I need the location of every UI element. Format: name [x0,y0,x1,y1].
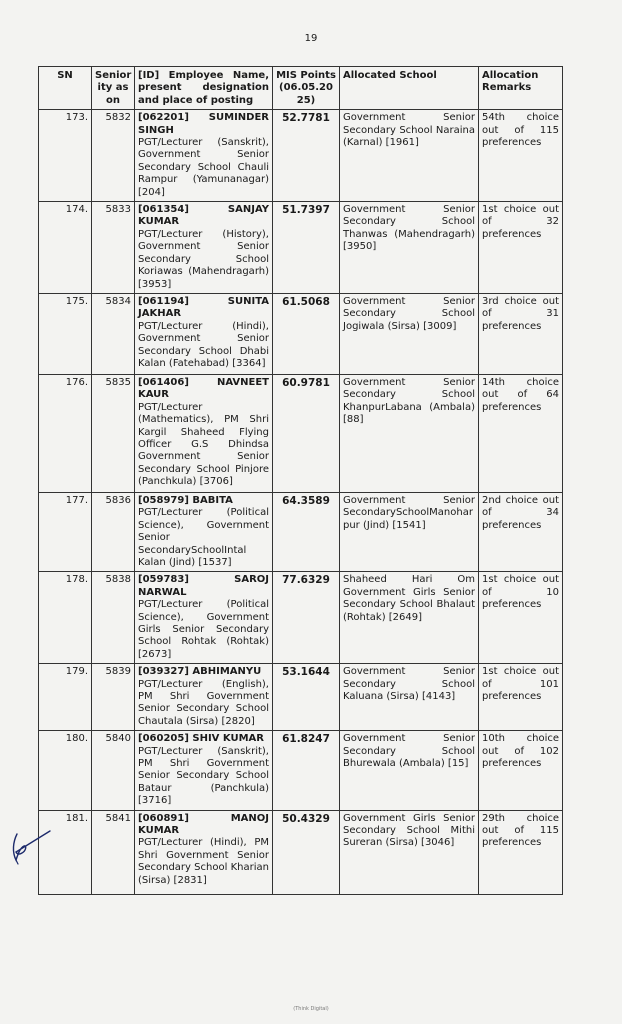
employee-name-cont: KAUR [138,389,170,401]
header-sn: SN [39,67,92,110]
cell-allocated-school: Government Senior Secondary School Bhurewala (Ambala) [15] [340,731,479,810]
cell-allocation-remarks: 2nd choice out of 34 preferences [479,492,563,571]
table-body [39,110,563,894]
employee-posting: PGT/Lecturer (History), Government Senior Secondary School Koriawas (Mahendragarh) [3953] [138,228,269,290]
cell-sn: 174. [39,202,92,294]
employee-posting: PGT/Lecturer (Hindi), Government Senior Secondary School Dhabi Kalan (Fatehabad) [3364] [138,320,269,369]
table-row [39,110,563,202]
table-row [39,492,563,571]
table-row [39,810,563,894]
employee-id-name: [058979] BABITA [138,494,233,506]
employee-name-cont: NARWAL [138,586,187,598]
employee-id-name: [061354] SANJAY [138,204,269,216]
cell-mis-points: 61.8247 [273,731,340,810]
employee-id-name: [039327] ABHIMANYU [138,666,262,678]
cell-allocation-remarks: 10th choice out of 102 preferences [479,731,563,810]
cell-sn: 179. [39,664,92,731]
cell-allocated-school: Government Senior SecondarySchoolManohar pur (Jind) [1541] [340,492,479,571]
cell-mis-points: 60.9781 [273,374,340,492]
cell-allocated-school: Shaheed Hari Om Government Girls Senior Secondary School Bhalaut (Rohtak) [2649] [340,572,479,664]
cell-allocation-remarks: 3rd choice out of 31 preferences [479,293,563,374]
employee-id-name: [059783] SAROJ [138,574,269,586]
table-row [39,572,563,664]
cell-sn: 180. [39,731,92,810]
header-employee: [ID] Employee Name, present designation and place of posting [135,67,273,110]
cell-mis-points: 64.3589 [273,492,340,571]
employee-id-name: [061194] SUNITA [138,295,269,307]
allocation-table [38,66,563,895]
cell-employee [135,202,273,294]
cell-sn: 181. [39,810,92,894]
cell-mis-points: 61.5068 [273,293,340,374]
cell-employee [135,572,273,664]
table-row [39,664,563,731]
employee-id-name: [062201] SUMINDER [138,112,269,124]
cell-allocated-school: Government Senior Secondary School Naraina (Karnal) [1961] [340,110,479,202]
header-allocation-remarks: Allocation Remarks [479,67,563,110]
cell-allocation-remarks: 14th choice out of 64 preferences [479,374,563,492]
cell-sn: 176. [39,374,92,492]
cell-seniority: 5833 [92,202,135,294]
cell-sn: 177. [39,492,92,571]
table-row [39,374,563,492]
employee-posting: PGT/Lecturer (Political Science), Government Senior SecondarySchoolIntal Kalan (Jind) [1537] [138,507,269,568]
page-number: 19 [304,33,318,44]
cell-allocated-school: Government Girls Senior Secondary School Mithi Sureran (Sirsa) [3046] [340,810,479,894]
table-header-row [39,67,563,110]
employee-name-cont: JAKHAR [138,308,182,320]
cell-seniority: 5839 [92,664,135,731]
cell-sn: 178. [39,572,92,664]
signature [8,828,54,872]
employee-posting: PGT/Lecturer (English), PM Shri Government Senior Secondary School Chautala (Sirsa) [2820] [138,678,269,727]
cell-mis-points: 77.6329 [273,572,340,664]
cell-allocation-remarks: 54th choice out of 115 preferences [479,110,563,202]
header-mis-points: MIS Points (06.05.20 25) [273,67,340,110]
employee-name-cont: KUMAR [138,825,180,837]
employee-id-name: [060891] MANOJ [138,812,269,824]
cell-mis-points: 52.7781 [273,110,340,202]
cell-employee [135,664,273,731]
cell-sn: 173. [39,110,92,202]
footer-note: (Think Digital) [293,1006,329,1012]
employee-id-name: [061406] NAVNEET [138,376,269,388]
table-row [39,731,563,810]
cell-allocation-remarks: 1st choice out of 10 preferences [479,572,563,664]
cell-allocated-school: Government Senior Secondary School KhanpurLabana (Ambala) [88] [340,374,479,492]
cell-seniority: 5840 [92,731,135,810]
table-row [39,293,563,374]
employee-posting: PGT/Lecturer (Sanskrit), PM Shri Government Senior Secondary School Bataur (Panchkula) [3716] [138,745,269,807]
cell-sn: 175. [39,293,92,374]
employee-posting: PGT/Lecturer (Political Science), Government Girls Senior Secondary School Rohtak (Rohtak) [2673] [138,599,269,660]
cell-employee [135,492,273,571]
employee-name-cont: KUMAR [138,216,180,228]
header-allocated-school: Allocated School [340,67,479,110]
employee-posting: PGT/Lecturer (Sanskrit), Government Senior Secondary School Chauli Rampur (Yamunanagar) [204] [138,137,269,198]
cell-employee [135,374,273,492]
employee-posting: PGT/Lecturer (Hindi), PM Shri Government Senior Secondary School Kharian (Sirsa) [2831] [138,837,269,886]
table-row [39,202,563,294]
cell-mis-points: 53.1644 [273,664,340,731]
employee-id-name: [060205] SHIV KUMAR [138,733,264,745]
employee-posting: PGT/Lecturer (Mathematics), PM Shri Kargil Shaheed Flying Officer G.S Dhindsa Government Senior Secondary School Pinjore (Panchkula) [3706] [138,401,269,488]
cell-mis-points: 50.4329 [273,810,340,894]
cell-employee [135,731,273,810]
cell-allocated-school: Government Senior Secondary School Jogiwala (Sirsa) [3009] [340,293,479,374]
cell-allocation-remarks: 29th choice out of 115 preferences [479,810,563,894]
cell-seniority: 5835 [92,374,135,492]
cell-allocation-remarks: 1st choice out of 101 preferences [479,664,563,731]
cell-allocated-school: Government Senior Secondary School Thanwas (Mahendragarh) [3950] [340,202,479,294]
cell-seniority: 5832 [92,110,135,202]
cell-employee [135,810,273,894]
employee-name-cont: SINGH [138,124,174,136]
cell-seniority: 5841 [92,810,135,894]
cell-seniority: 5834 [92,293,135,374]
cell-allocated-school: Government Senior Secondary School Kaluana (Sirsa) [4143] [340,664,479,731]
cell-mis-points: 51.7397 [273,202,340,294]
header-seniority: Senior ity as on [92,67,135,110]
cell-employee [135,110,273,202]
cell-employee [135,293,273,374]
cell-seniority: 5838 [92,572,135,664]
cell-allocation-remarks: 1st choice out of 32 preferences [479,202,563,294]
cell-seniority: 5836 [92,492,135,571]
